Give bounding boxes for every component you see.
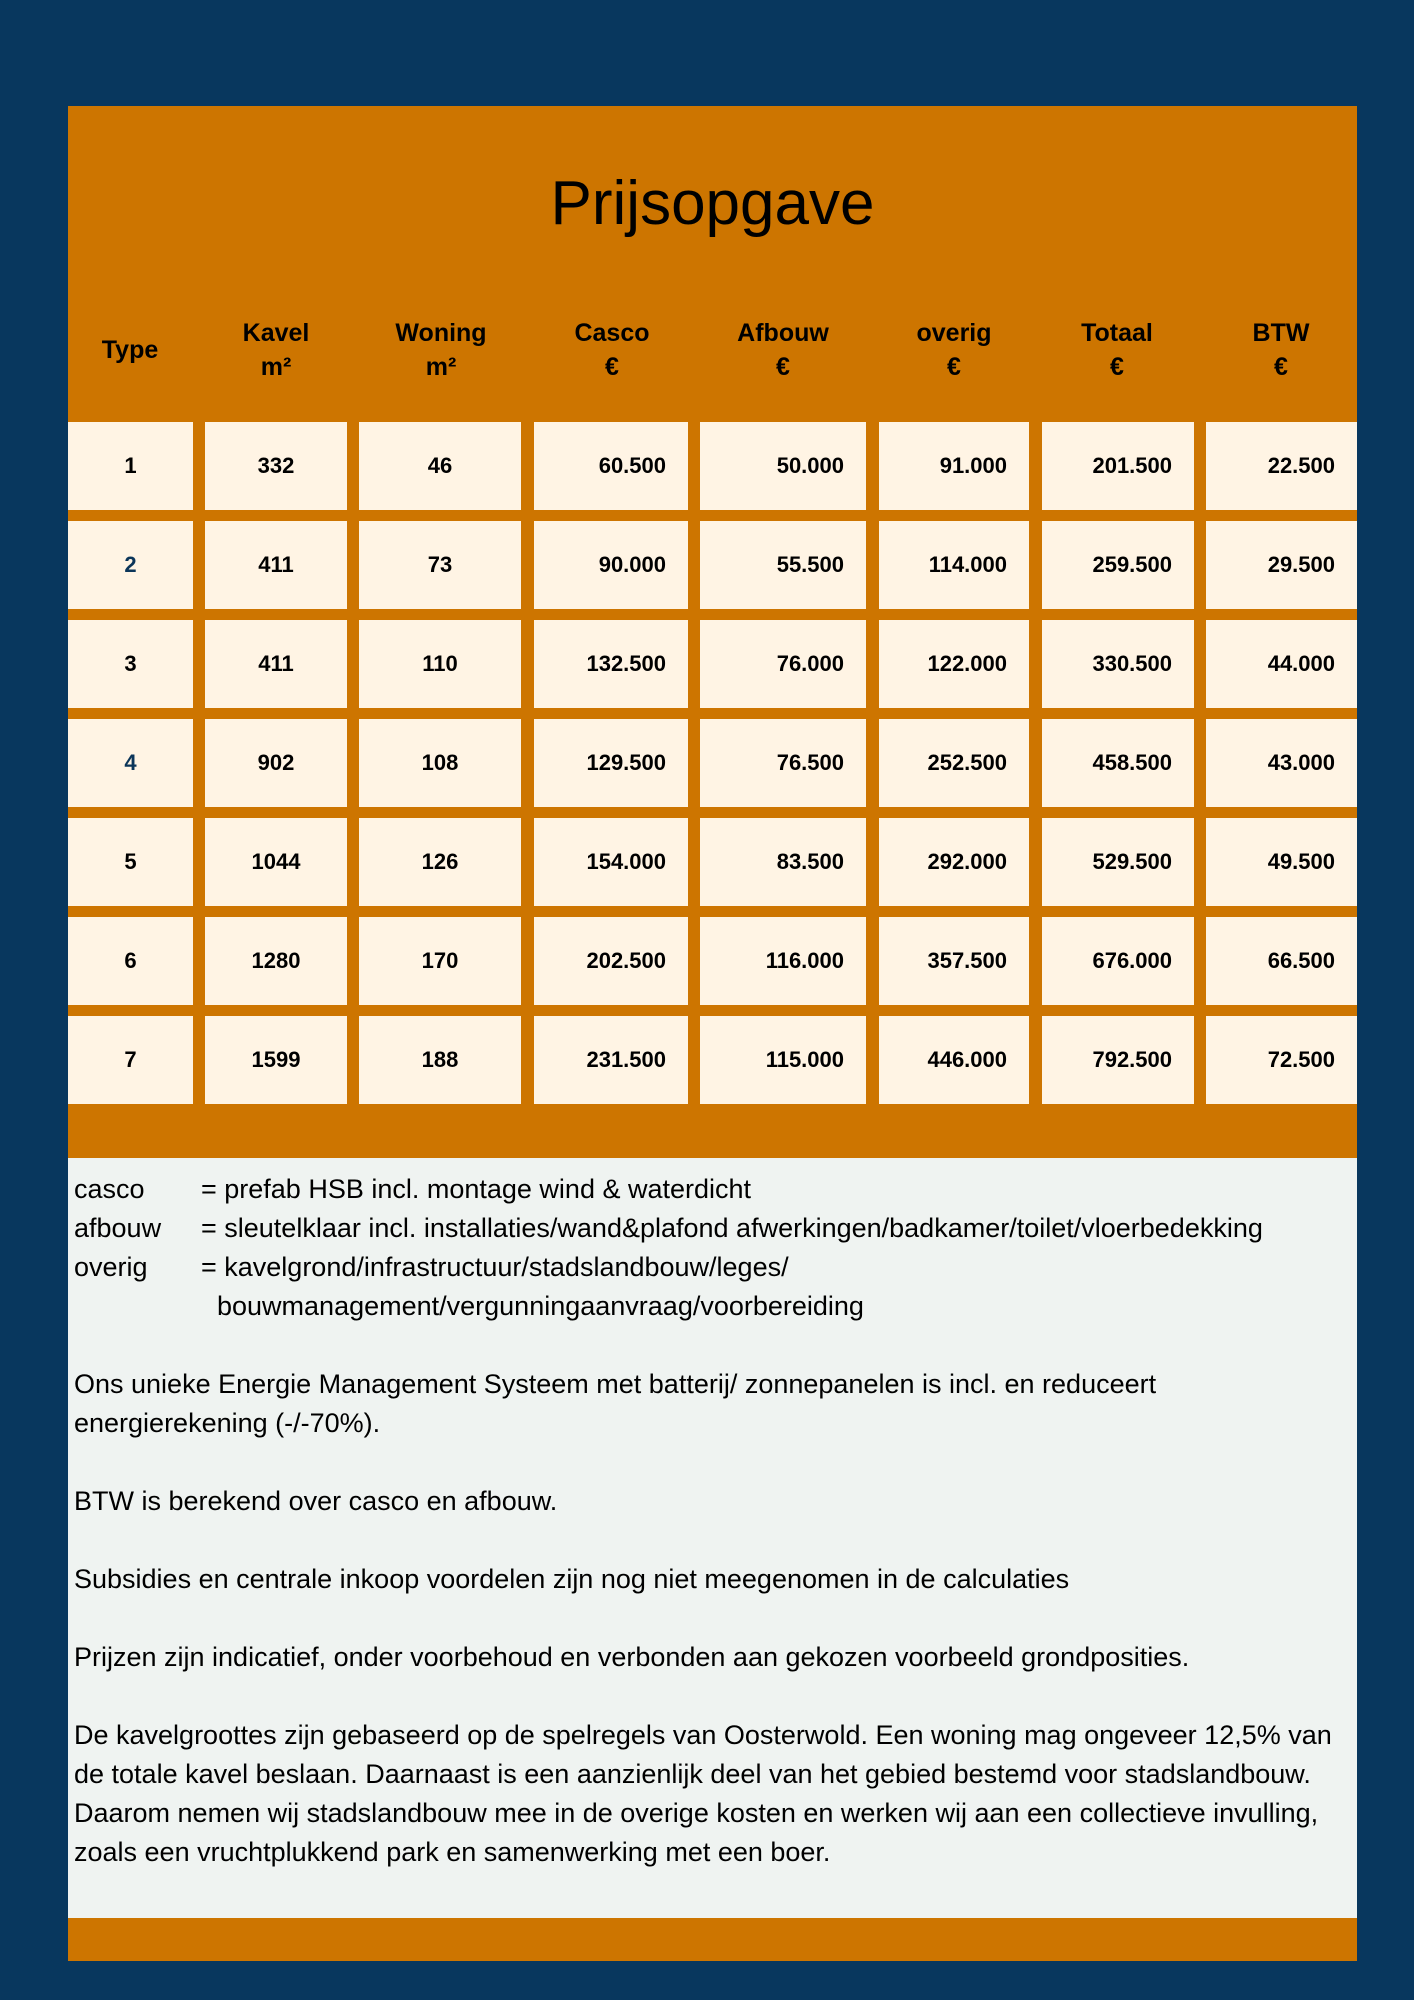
cell-woning-m2: 108 bbox=[359, 719, 521, 807]
cell-btw: 44.000 bbox=[1206, 620, 1357, 708]
definition-text: = prefab HSB incl. montage wind & waterdicht bbox=[201, 1174, 752, 1204]
table-row bbox=[68, 521, 1357, 609]
note-energy: Ons unieke Energie Management Systeem met batterij/ zonnepanelen is incl. en reduceert energierekening (-/-70%). bbox=[74, 1369, 1157, 1438]
cell-type: 2 bbox=[68, 521, 193, 609]
cell-afbouw: 55.500 bbox=[700, 521, 866, 609]
column-header-unit: m² bbox=[425, 353, 457, 381]
column-header-kavel-m2 bbox=[196, 310, 356, 390]
cell-overig: 446.000 bbox=[879, 1016, 1029, 1104]
cell-totaal: 792.500 bbox=[1042, 1016, 1194, 1104]
column-header-unit: € bbox=[1274, 353, 1288, 381]
cell-casco: 60.500 bbox=[534, 422, 688, 510]
column-header-label: overig bbox=[916, 319, 992, 347]
cell-totaal: 330.500 bbox=[1042, 620, 1194, 708]
column-header-label: Type bbox=[101, 336, 159, 364]
cell-overig: 357.500 bbox=[879, 917, 1029, 1005]
cell-type: 1 bbox=[68, 422, 193, 510]
page-title: Prijsopgave bbox=[550, 169, 875, 238]
definition-text: = kavelgrond/infrastructuur/stadslandbouw/leges/ bbox=[201, 1252, 789, 1282]
cell-type: 6 bbox=[68, 917, 193, 1005]
definition-casco bbox=[74, 1170, 1349, 1209]
cell-overig: 292.000 bbox=[879, 818, 1029, 906]
cell-totaal: 676.000 bbox=[1042, 917, 1194, 1005]
cell-overig: 91.000 bbox=[879, 422, 1029, 510]
cell-totaal: 259.500 bbox=[1042, 521, 1194, 609]
cell-overig: 114.000 bbox=[879, 521, 1029, 609]
cell-woning-m2: 126 bbox=[359, 818, 521, 906]
column-header-unit: € bbox=[947, 353, 961, 381]
column-header-label: Totaal bbox=[1081, 319, 1153, 347]
cell-casco: 129.500 bbox=[534, 719, 688, 807]
column-header-label: Afbouw bbox=[737, 319, 829, 347]
cell-afbouw: 116.000 bbox=[700, 917, 866, 1005]
column-header-label: Kavel bbox=[242, 319, 310, 347]
column-header-unit: € bbox=[776, 353, 790, 381]
note-prices: Prijzen zijn indicatief, onder voorbehoud en verbonden aan gekozen voorbeeld grondposities. bbox=[74, 1642, 1190, 1672]
table-row bbox=[68, 719, 1357, 807]
definition-text: = sleutelklaar incl. installaties/wand&plafond afwerkingen/badkamer/toilet/vloerbedekking bbox=[201, 1213, 1263, 1243]
cell-overig: 122.000 bbox=[879, 620, 1029, 708]
definition-text: bouwmanagement/vergunningaanvraag/voorbereiding bbox=[217, 1291, 864, 1321]
cell-afbouw: 115.000 bbox=[700, 1016, 866, 1104]
cell-btw: 43.000 bbox=[1206, 719, 1357, 807]
cell-type: 7 bbox=[68, 1016, 193, 1104]
cell-afbouw: 76.500 bbox=[700, 719, 866, 807]
definition-term bbox=[74, 1287, 201, 1326]
cell-totaal: 458.500 bbox=[1042, 719, 1194, 807]
cell-kavel-m2: 411 bbox=[205, 521, 347, 609]
definition-term: overig bbox=[74, 1252, 148, 1282]
cell-kavel-m2: 1044 bbox=[205, 818, 347, 906]
column-header-unit: m² bbox=[260, 353, 292, 381]
cell-type: 4 bbox=[68, 719, 193, 807]
column-header-unit: € bbox=[605, 353, 619, 381]
cell-totaal: 529.500 bbox=[1042, 818, 1194, 906]
cell-casco: 154.000 bbox=[534, 818, 688, 906]
table-row bbox=[68, 818, 1357, 906]
definition-overig-continued bbox=[74, 1287, 1349, 1326]
note-btw: BTW is berekend over casco en afbouw. bbox=[74, 1486, 558, 1516]
cell-btw: 66.500 bbox=[1206, 917, 1357, 1005]
table-row bbox=[68, 917, 1357, 1005]
cell-type: 3 bbox=[68, 620, 193, 708]
table-row bbox=[68, 422, 1357, 510]
cell-afbouw: 76.000 bbox=[700, 620, 866, 708]
cell-woning-m2: 73 bbox=[359, 521, 521, 609]
column-header-woning-m2 bbox=[361, 310, 521, 390]
column-header-totaal bbox=[1037, 310, 1197, 390]
table-row bbox=[68, 620, 1357, 708]
column-header-label: BTW bbox=[1252, 319, 1310, 347]
cell-casco: 231.500 bbox=[534, 1016, 688, 1104]
definition-afbouw bbox=[74, 1209, 1349, 1248]
note-subsidies: Subsidies en centrale inkoop voordelen zijn nog niet meegenomen in de calculaties bbox=[74, 1564, 1070, 1594]
cell-kavel-m2: 332 bbox=[205, 422, 347, 510]
cell-afbouw: 50.000 bbox=[700, 422, 866, 510]
column-header-type bbox=[50, 310, 210, 390]
notes-section bbox=[68, 1158, 1357, 1918]
cell-casco: 132.500 bbox=[534, 620, 688, 708]
column-header-afbouw bbox=[703, 310, 863, 390]
cell-woning-m2: 170 bbox=[359, 917, 521, 1005]
cell-totaal: 201.500 bbox=[1042, 422, 1194, 510]
column-header-casco bbox=[532, 310, 692, 390]
definition-term: casco bbox=[74, 1174, 145, 1204]
cell-casco: 90.000 bbox=[534, 521, 688, 609]
cell-woning-m2: 188 bbox=[359, 1016, 521, 1104]
definition-overig bbox=[74, 1248, 1349, 1287]
cell-kavel-m2: 902 bbox=[205, 719, 347, 807]
cell-casco: 202.500 bbox=[534, 917, 688, 1005]
column-header-btw bbox=[1201, 310, 1361, 390]
cell-kavel-m2: 411 bbox=[205, 620, 347, 708]
column-header-overig bbox=[874, 310, 1034, 390]
cell-btw: 29.500 bbox=[1206, 521, 1357, 609]
cell-btw: 72.500 bbox=[1206, 1016, 1357, 1104]
cell-kavel-m2: 1280 bbox=[205, 917, 347, 1005]
cell-afbouw: 83.500 bbox=[700, 818, 866, 906]
table-row bbox=[68, 1016, 1357, 1104]
cell-type: 5 bbox=[68, 818, 193, 906]
cell-woning-m2: 46 bbox=[359, 422, 521, 510]
cell-woning-m2: 110 bbox=[359, 620, 521, 708]
note-plot-sizes: De kavelgroottes zijn gebaseerd op de spelregels van Oosterwold. Een woning mag ongeveer 12,5% van de totale kavel beslaan. Daarnaast is een aanzienlijk deel van het gebied bestemd voor stadslandbouw. Daarom nemen wij stadslandbouw mee in de overige kosten en werken wij aan een collectieve invulling, zoals een vruchtplukkend park en samenwerking met een boer. bbox=[74, 1720, 1332, 1867]
cell-kavel-m2: 1599 bbox=[205, 1016, 347, 1104]
definition-term: afbouw bbox=[74, 1213, 162, 1243]
cell-overig: 252.500 bbox=[879, 719, 1029, 807]
price-sheet bbox=[68, 106, 1357, 1961]
column-header-label: Woning bbox=[395, 319, 487, 347]
column-header-label: Casco bbox=[574, 319, 650, 347]
cell-btw: 49.500 bbox=[1206, 818, 1357, 906]
cell-btw: 22.500 bbox=[1206, 422, 1357, 510]
column-header-unit: € bbox=[1110, 353, 1124, 381]
